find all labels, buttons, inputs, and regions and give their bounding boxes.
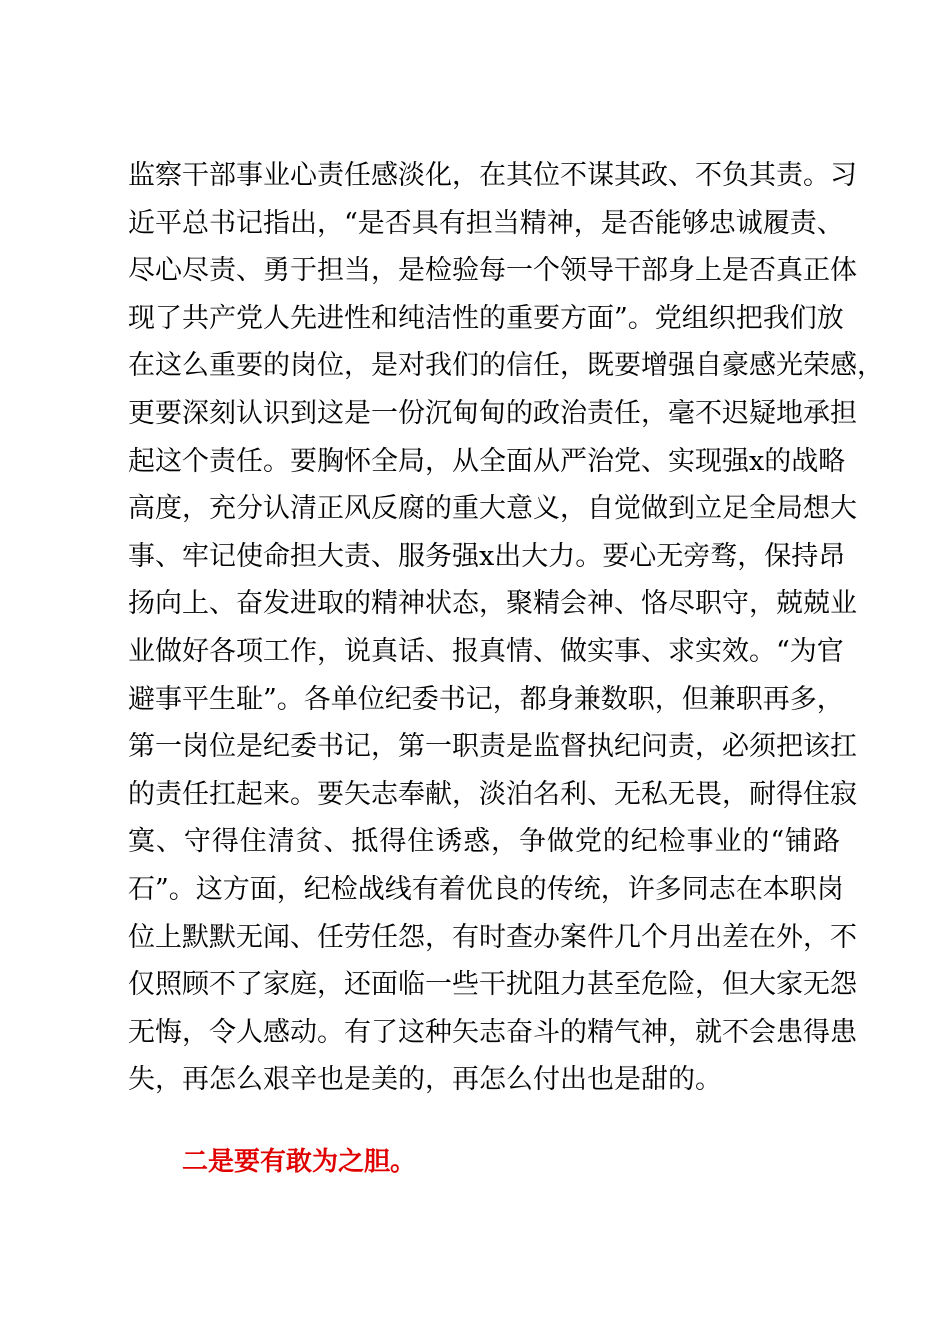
paragraph-line: 寞、守得住清贫、抵得住诱惑，争做党的纪检事业的“铺路: [128, 826, 840, 858]
section-heading: 二是要有敢为之胆。: [182, 1147, 417, 1177]
paragraph-line: 扬向上、奋发进取的精神状态，聚精会神、恪尽职守，兢兢业: [128, 588, 857, 620]
paragraph-line: 事、牢记使命担大责、服务强x出大力。要心无旁骛，保持昂: [128, 540, 846, 572]
paragraph-line: 近平总书记指出，“是否具有担当精神，是否能够忠诚履责、: [128, 207, 844, 239]
paragraph-line: 业做好各项工作，说真话、报真情、做实事、求实效。“为官: [128, 635, 844, 667]
paragraph-line: 高度，充分认清正风反腐的重大意义，自觉做到立足全局想大: [128, 493, 857, 525]
paragraph-line: 在这么重要的岗位，是对我们的信任，既要增强自豪感光荣感，: [128, 350, 884, 382]
paragraph-line: 监察干部事业心责任感淡化，在其位不谋其政、不负其责。习: [128, 160, 857, 191]
paragraph-line: 第一岗位是纪委书记，第一职责是监督执纪问责，必须把该扛: [128, 731, 857, 763]
paragraph-line: 无悔，令人感动。有了这种矢志奋斗的精气神，就不会患得患: [128, 1016, 857, 1048]
paragraph-line: 尽心尽责、勇于担当，是检验每一个领导干部身上是否真正体: [128, 255, 857, 287]
paragraph-line: 现了共产党人先进性和纯洁性的重要方面”。党组织把我们放: [128, 302, 844, 334]
paragraph-line: 石”。这方面，纪检战线有着优良的传统，许多同志在本职岗: [128, 873, 844, 905]
paragraph-line: 仅照顾不了家庭，还面临一些干扰阻力甚至危险，但大家无怨: [128, 969, 857, 1001]
paragraph-line: 的责任扛起来。要矢志奉献，淡泊名利、无私无畏，耐得住寂: [128, 778, 857, 810]
paragraph-line: 起这个责任。要胸怀全局，从全面从严治党、实现强x的战略: [128, 445, 846, 477]
paragraph-last-line: 失，再怎么艰辛也是美的，再怎么付出也是甜的。: [128, 1064, 722, 1096]
body-paragraph: [128, 152, 884, 1104]
paragraph-line: 避事平生耻”。各单位纪委书记，都身兼数职，但兼职再多，: [128, 683, 844, 715]
paragraph-line: 更要深刻认识到这是一份沉甸甸的政治责任，毫不迟疑地承担: [128, 397, 857, 429]
paragraph-line: 位上默默无闻、任劳任怨，有时查办案件几个月出差在外，不: [128, 921, 857, 953]
